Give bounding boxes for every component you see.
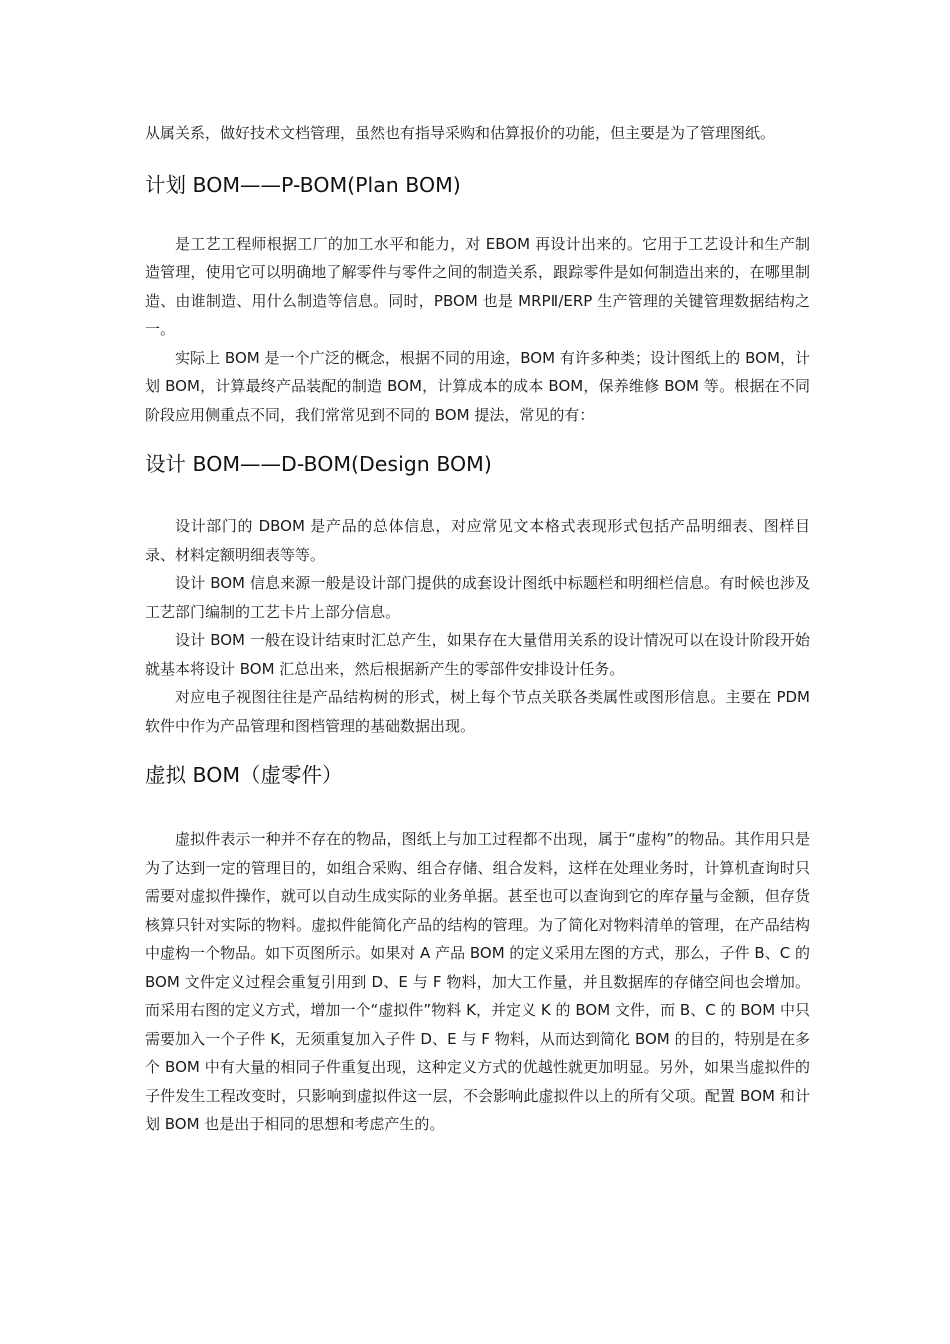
section-heading-dbom: 设计 BOM——D-BOM(Design BOM) [145,452,492,476]
intro-paragraph: 从属关系，做好技术文档管理，虽然也有指导采购和估算报价的功能，但主要是为了管理图纸。 [145,124,776,142]
dbom-paragraph-2: 设计 BOM 信息来源一般是设计部门提供的成套设计图纸中标题栏和明细栏信息。有时候也涉及工艺部门编制的工艺卡片上部分信息。 [145,574,810,621]
dbom-paragraph-1: 设计部门的 DBOM 是产品的总体信息，对应常见文本格式表现形式包括产品明细表、图样目录、材料定额明细表等等。 [145,517,810,564]
section-heading-vbom: 虚拟 BOM（虚零件） [145,763,343,787]
pbom-paragraph-2: 实际上 BOM 是一个广泛的概念，根据不同的用途，BOM 有许多种类；设计图纸上的 BOM，计划 BOM，计算最终产品装配的制造 BOM，计算成本的成本 BOM，保养维修 BOM 等。根据在不同阶段应用侧重点不同，我们常常见到不同的 BOM 提法，常见的有： [145,348,810,424]
section-heading-pbom: 计划 BOM——P-BOM(Plan BOM) [145,172,461,197]
pbom-paragraph-1: 是工艺工程师根据工厂的加工水平和能力，对 EBOM 再设计出来的。它用于工艺设计和生产制造管理，使用它可以明确地了解零件与零件之间的制造关系，跟踪零件是如何制造出来的，在哪里制造、由谁制造、用什么制造等信息。同时，PBOM 也是 MRPⅡ/ERP 生产管理的关键管理数据结构之一。 [145,234,810,338]
vbom-paragraph-1: 虚拟件表示一种并不存在的物品，图纸上与加工过程都不出现，属于“虚构”的物品。其作用只是为了达到一定的管理目的，如组合采购、组合存储、组合发料，这样在处理业务时，计算机查询时只需要对虚拟件操作，就可以自动生成实际的业务单据。甚至也可以查询到它的库存量与金额，但存货核算只针对实际的物料。虚拟件能简化产品的结构的管理。为了简化对物料清单的管理，在产品结构中虚构一个物品。如下页图所示。如果对 A 产品 BOM 的定义采用左图的方式，那么，子件 B、C 的 BOM 文件定义过程会重复引用到 D、E 与 F 物料，加大工作量，并且数据库的存储空间也会增加。而采用右图的定义方式，增加一个“虚拟件”物料 K，并定义 K 的 BOM 文件，而 B、C 的 BOM 中只需要加入一个子件 K，无须重复加入子件 D、E 与 F 物料，从而达到简化 BOM 的目的，特别是在多个 BOM 中有大量的相同子件重复出现，这种定义方式的优越性就更加明显。另外，如果当虚拟件的子件发生工程改变时，只影响到虚拟件这一层，不会影响此虚拟件以上的所有父项。配置 BOM 和计划 BOM 也是出于相同的思想和考虑产生的。 [145,830,810,1133]
dbom-paragraph-4: 对应电子视图往往是产品结构树的形式，树上每个节点关联各类属性或图形信息。主要在 PDM 软件中作为产品管理和图档管理的基础数据出现。 [145,688,810,735]
document-page [145,119,810,1139]
dbom-paragraph-3: 设计 BOM 一般在设计结束时汇总产生，如果存在大量借用关系的设计情况可以在设计阶段开始就基本将设计 BOM 汇总出来，然后根据新产生的零部件安排设计任务。 [145,631,810,678]
